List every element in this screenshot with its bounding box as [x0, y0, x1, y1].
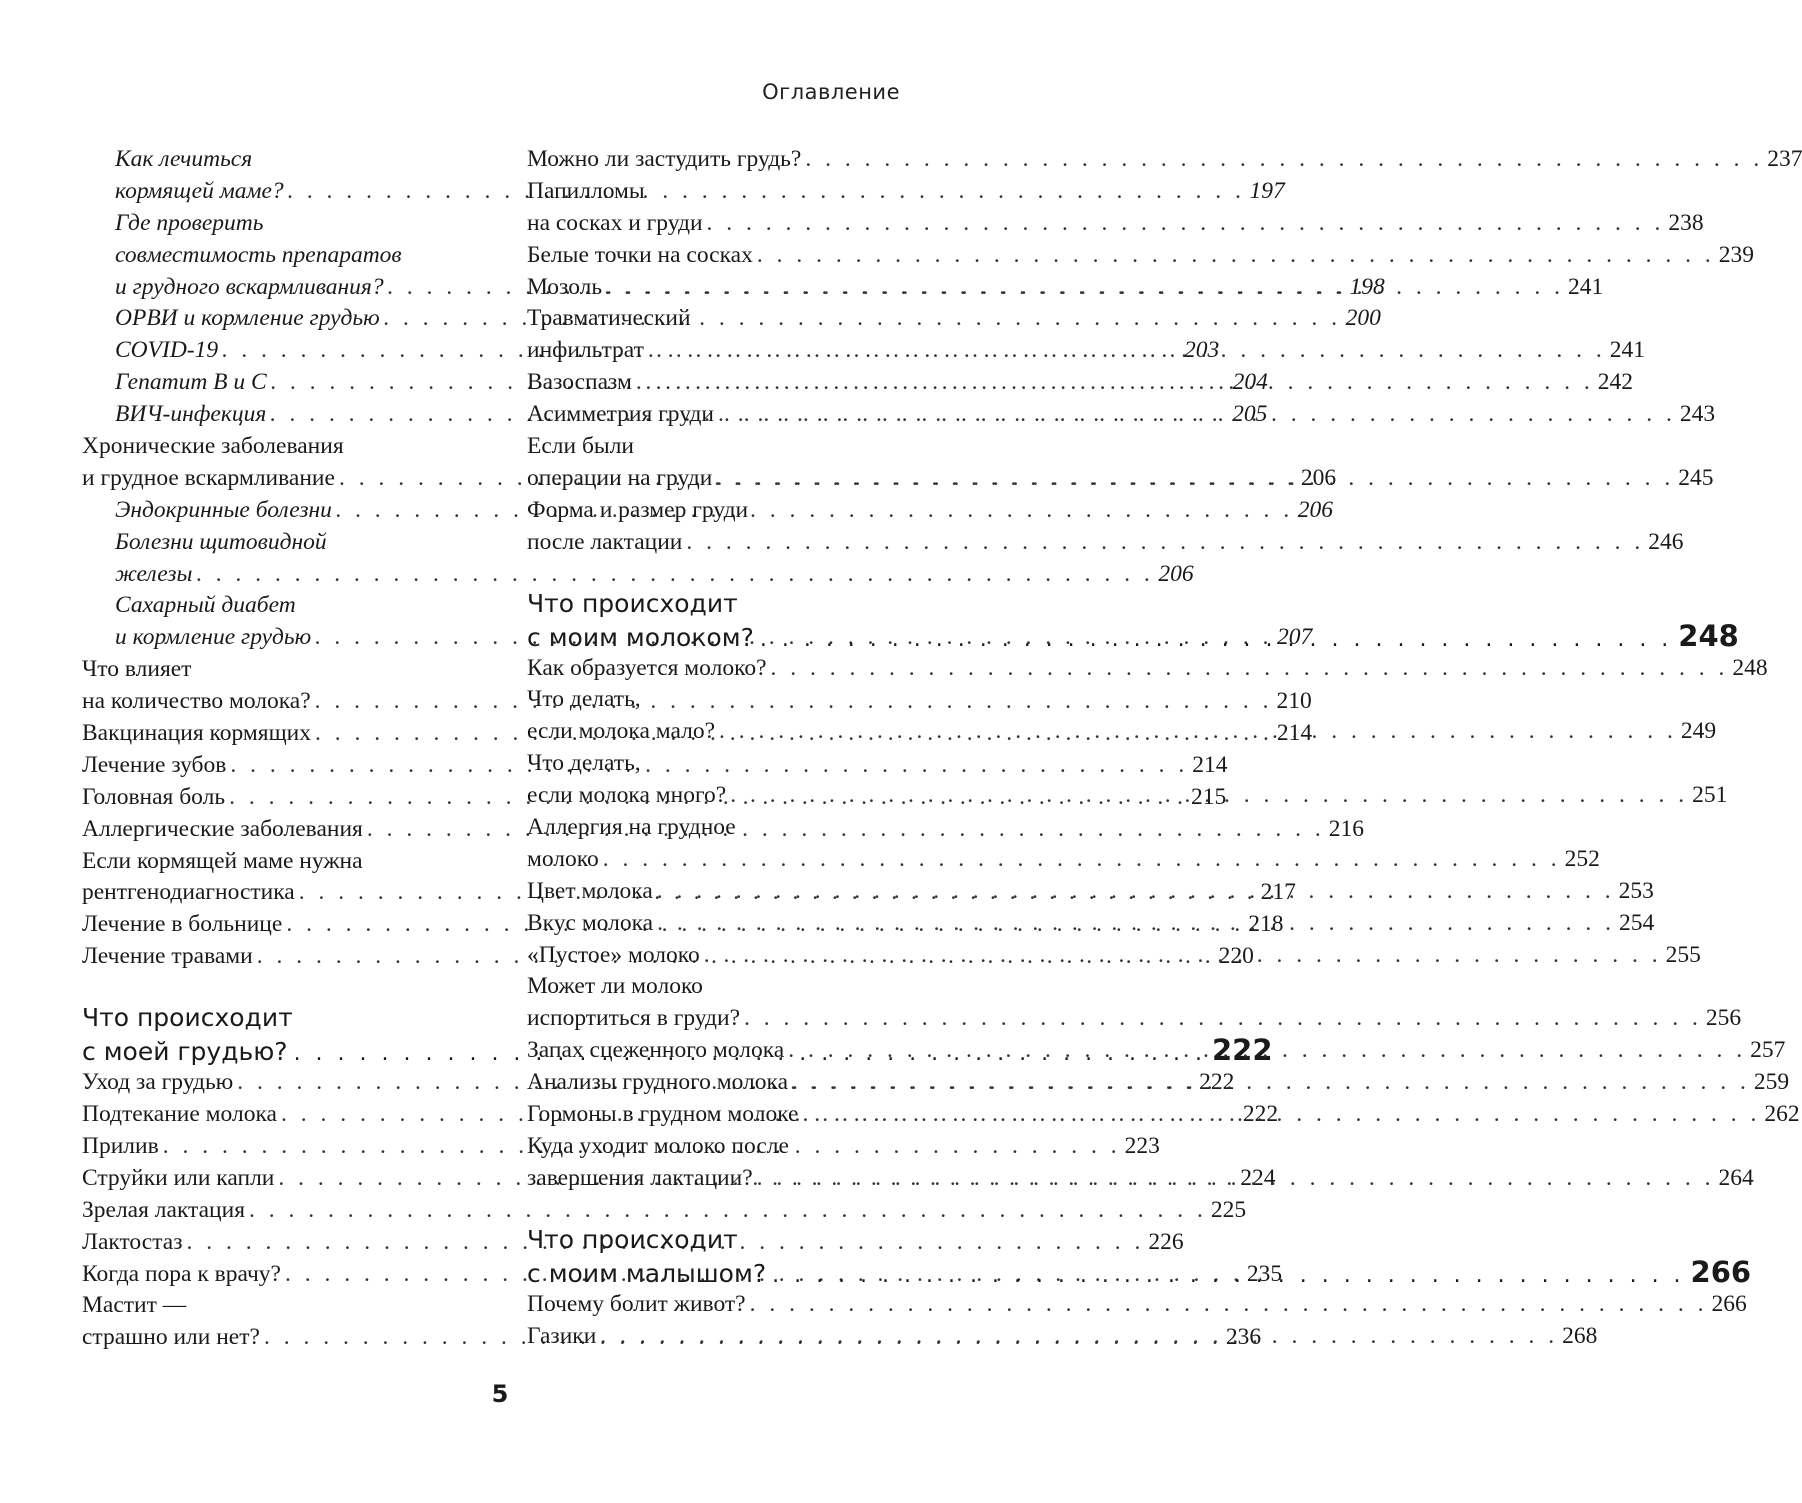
toc-entry-title: Струйки или капли	[82, 1164, 275, 1191]
toc-entry-title: железы	[115, 560, 193, 587]
toc-page-number: 214	[1192, 751, 1228, 778]
toc-entry-title: Болезни щитовидной	[115, 528, 327, 555]
toc-entry-title: Что делать,	[527, 750, 641, 777]
toc-page-number: 222	[1199, 1069, 1235, 1096]
toc-entry-title: Сахарный диабет	[115, 592, 296, 619]
toc-entry-title: Асимметрия груди	[527, 401, 715, 428]
toc-entry-title: операции на груди	[527, 464, 713, 491]
toc-entry[interactable]	[527, 748, 900, 780]
toc-page-number: 226	[1148, 1228, 1184, 1255]
leader-dots	[657, 876, 1615, 908]
toc-entry-title: и кормление грудью	[115, 624, 312, 651]
toc-entry-title: Запах сцеженного молока	[527, 1037, 785, 1064]
toc-entry-title: Если были	[527, 433, 635, 460]
toc-entry-title: Прилив	[82, 1132, 159, 1159]
leader-dots	[772, 1259, 1684, 1292]
leader-dots	[744, 1003, 1702, 1035]
toc-entry-title: завершения лактации?	[527, 1164, 753, 1191]
toc-entry-title: Подтекание молока	[82, 1101, 277, 1128]
toc-entry-title: Лечение зубов	[82, 751, 227, 778]
leader-dots	[760, 623, 1672, 656]
toc-entry-title: Головная боль	[82, 783, 226, 810]
leader-dots	[757, 240, 1715, 272]
toc-entry-title: Уход за грудью	[82, 1069, 234, 1096]
toc-page-number: 197	[1249, 177, 1285, 204]
leader-dots	[730, 780, 1688, 812]
toc-page-number: 255	[1665, 941, 1701, 968]
toc-page-number: 243	[1679, 401, 1716, 428]
toc-page-number: 222	[1242, 1101, 1279, 1128]
toc-page-number: 215	[1190, 783, 1227, 810]
toc-page-number: 266	[1711, 1290, 1747, 1317]
chapter-page-number: 222	[1212, 1033, 1273, 1068]
leader-dots	[704, 940, 1662, 972]
chapter-title: Что происходит	[527, 588, 738, 618]
toc-page-number: 217	[1260, 879, 1296, 906]
toc-entry-title: «Пустое» молоко	[527, 941, 700, 968]
toc-page-number: 220	[1218, 943, 1254, 970]
toc-entry-title: Травматический	[527, 305, 691, 332]
toc-entry[interactable]	[527, 653, 1768, 685]
toc-entry-title: Гепатит В и С	[115, 369, 267, 396]
leader-dots	[606, 272, 1564, 304]
toc-page-number: 203	[1184, 337, 1220, 364]
leader-dots	[657, 908, 1615, 940]
toc-entry-title: Хронические заболевания	[82, 433, 344, 460]
toc-page-number: 245	[1678, 464, 1714, 491]
leader-dots	[636, 367, 1594, 399]
toc-page-number: 254	[1618, 909, 1655, 936]
toc-chapter-heading[interactable]	[527, 587, 900, 620]
toc-entry[interactable]	[82, 208, 451, 240]
leader-dots	[707, 208, 1665, 240]
toc-entry-title: Белые точки на сосках	[527, 241, 753, 268]
toc-page-number: 237	[1767, 146, 1802, 172]
toc-page-number: 249	[1680, 718, 1717, 745]
toc-entry-title: Папилломы	[527, 177, 645, 204]
toc-page-number: 251	[1692, 782, 1728, 809]
chapter-title: Что происходит	[527, 1224, 738, 1254]
toc-entry[interactable]	[82, 1290, 451, 1322]
chapter-title: с моим молоком?	[527, 622, 754, 652]
toc-page-number: 241	[1609, 337, 1646, 364]
toc-page-number: 252	[1564, 845, 1600, 872]
toc-page-number: 206	[1297, 496, 1334, 523]
toc-entry-title: Форма и размер груди	[527, 496, 749, 523]
toc-page-number: 257	[1750, 1037, 1786, 1064]
toc-page-number: 242	[1597, 369, 1633, 396]
toc-entry-title: если молока много?	[527, 782, 727, 809]
toc-entry-title: Вазоспазм	[527, 369, 632, 396]
toc-entry-title: Где проверить	[115, 209, 264, 236]
toc-page-number: 268	[1562, 1322, 1598, 1349]
toc-entry-title: инфильтрат	[527, 337, 644, 364]
toc-page-number: 206	[1300, 464, 1337, 491]
toc-page-number: 262	[1764, 1101, 1800, 1128]
toc-page-number: 206	[1158, 560, 1194, 587]
toc-page-number: 241	[1567, 273, 1604, 300]
toc-entry-title: Вакцинация кормящих	[82, 720, 311, 747]
toc-page-number: 259	[1753, 1069, 1790, 1096]
section-gap	[527, 1195, 900, 1223]
leader-dots	[719, 716, 1677, 748]
chapter-page-number: 266	[1690, 1254, 1752, 1289]
toc-chapter-heading[interactable]	[527, 1223, 900, 1256]
toc-page-number: 239	[1718, 241, 1754, 268]
toc-entry-title: страшно или нет?	[82, 1324, 260, 1351]
leader-dots	[805, 144, 1763, 176]
toc-page-number: 214	[1276, 720, 1313, 747]
toc-entry[interactable]	[527, 144, 1802, 176]
toc-entry[interactable]	[527, 1003, 1742, 1035]
toc-entry-title: Гормоны в грудном молоке	[527, 1101, 799, 1128]
page-number: 5	[491, 1380, 509, 1408]
toc-entry[interactable]	[82, 431, 451, 463]
toc-page-number: 223	[1124, 1132, 1160, 1159]
toc-page-number: 238	[1668, 209, 1704, 236]
toc-entry-title: Как образуется молоко?	[527, 654, 767, 681]
leader-dots	[686, 527, 1644, 559]
toc-entry-title: Если кормящей маме нужна	[82, 847, 363, 874]
toc-entry-title: Мозоль	[527, 273, 603, 300]
toc-entry-title: Лечение травами	[82, 943, 253, 970]
leader-dots	[600, 1321, 1558, 1353]
toc-entry-title: Цвет молока	[527, 877, 653, 904]
toc-entry[interactable]	[82, 590, 451, 622]
toc-entry-title: Зрелая лактация	[82, 1196, 246, 1223]
toc-page-number: 256	[1705, 1005, 1742, 1032]
toc-page-number: 224	[1240, 1164, 1276, 1191]
leader-dots	[648, 335, 1606, 367]
toc-entry-title: Газики	[527, 1322, 597, 1349]
toc-entry-title: Куда уходит молоко после	[527, 1132, 789, 1159]
leader-dots	[792, 1067, 1750, 1099]
toc-entry[interactable]	[527, 303, 900, 335]
toc-entry[interactable]	[82, 654, 451, 686]
toc-page-number: 207	[1277, 624, 1313, 651]
toc-entry[interactable]	[82, 144, 451, 176]
toc-entry-title: кормящей маме?	[115, 177, 284, 204]
toc-entry[interactable]	[82, 559, 1194, 591]
toc-entry-title: Как лечиться	[115, 146, 253, 172]
toc-entry[interactable]	[527, 1289, 1747, 1321]
section-gap	[527, 559, 900, 587]
toc-page-number: 264	[1718, 1164, 1754, 1191]
toc-page-number: 246	[1648, 528, 1684, 555]
leader-dots	[603, 844, 1561, 876]
toc-page-number: 248	[1732, 654, 1768, 681]
leader-dots	[788, 1035, 1746, 1067]
toc-entry[interactable]	[527, 527, 1684, 559]
chapter-page-number: 248	[1678, 618, 1739, 653]
toc-entry-title: COVID-19	[115, 337, 219, 364]
toc-entry-title: рентгенодиагностика	[82, 879, 295, 906]
toc-entry-title: если молока мало?	[527, 718, 716, 745]
toc-entry-title: Что влияет	[82, 656, 192, 683]
toc-page-number: 225	[1210, 1196, 1247, 1223]
toc-page-number: 218	[1248, 911, 1284, 938]
toc-entry-title: Почему болит живот?	[527, 1290, 746, 1317]
toc-entry-title: ОРВИ и кормление грудью	[115, 305, 380, 332]
toc-entry[interactable]	[527, 971, 900, 1003]
toc-page-number: 236	[1225, 1324, 1262, 1351]
toc-entry-title: испортиться в груди?	[527, 1005, 741, 1032]
leader-dots	[718, 399, 1676, 431]
toc-entry-title: и грудного вскармливания?	[115, 273, 384, 300]
toc-entry[interactable]	[527, 431, 900, 463]
toc-entry[interactable]	[527, 812, 900, 844]
toc-entry[interactable]	[527, 240, 1754, 272]
chapter-title: с моим малышом?	[527, 1258, 767, 1288]
toc-entry-title: совместимость препаратов	[115, 241, 402, 268]
toc-entry-title: на сосках и груди	[527, 209, 703, 236]
toc-entry-title: Вкус молока	[527, 909, 654, 936]
leader-dots	[757, 1163, 1715, 1195]
toc-entry[interactable]	[527, 176, 900, 208]
toc-entry-title: Что делать,	[527, 686, 641, 713]
toc-page-number: 253	[1618, 877, 1654, 904]
toc-page-number: 204	[1232, 369, 1268, 396]
toc-entry-title: Лактостаз	[82, 1228, 183, 1255]
toc-chapter-heading[interactable]	[82, 1001, 451, 1034]
toc-entry-title: Мастит —	[82, 1292, 187, 1319]
toc-page-number: 210	[1276, 688, 1312, 715]
toc-entry[interactable]	[527, 684, 900, 716]
toc-page-number: 198	[1349, 273, 1385, 300]
leader-dots	[771, 653, 1729, 685]
running-head: Оглавление	[762, 80, 900, 104]
section-gap	[82, 973, 451, 1001]
toc-page-number: 200	[1345, 305, 1381, 332]
chapter-title: с моей грудью?	[82, 1037, 288, 1067]
toc-entry[interactable]	[527, 208, 1704, 240]
toc-page-number: 205	[1232, 401, 1268, 428]
toc-entry-title: ВИЧ-инфекция	[115, 401, 267, 428]
toc-entry-title: Может ли молоко	[527, 973, 703, 1000]
toc-entry-title: Аллергия на грудное	[527, 814, 736, 841]
toc-entry[interactable]	[527, 844, 1600, 876]
toc-page-number: 216	[1328, 815, 1364, 842]
toc-entry-title: на количество молока?	[82, 688, 311, 715]
toc-entry[interactable]	[82, 1195, 1247, 1227]
toc-entry-title: Можно ли застудить грудь?	[527, 146, 802, 172]
chapter-title: Что происходит	[82, 1003, 293, 1033]
toc-entry-title: Когда пора к врачу?	[82, 1260, 281, 1287]
toc-entry-title: Анализы грудного молока	[527, 1069, 789, 1096]
toc-entry[interactable]	[527, 1131, 900, 1163]
leader-dots	[716, 463, 1674, 495]
leader-dots	[750, 1289, 1708, 1321]
toc-entry[interactable]	[82, 527, 451, 559]
toc-entry-title: и грудное вскармливание	[82, 464, 335, 491]
toc-entry[interactable]	[82, 846, 451, 878]
toc-page-number: 235	[1246, 1260, 1283, 1287]
leader-dots	[802, 1099, 1760, 1131]
toc-entry-title: после лактации	[527, 528, 683, 555]
toc-entry-title: молоко	[527, 845, 599, 872]
toc-entry[interactable]	[527, 495, 900, 527]
toc-entry-title: Лечение в больнице	[82, 911, 283, 938]
toc-entry[interactable]	[82, 240, 451, 272]
toc-entry-title: Аллергические заболевания	[82, 815, 363, 842]
toc-entry-title: Эндокринные болезни	[115, 496, 332, 523]
